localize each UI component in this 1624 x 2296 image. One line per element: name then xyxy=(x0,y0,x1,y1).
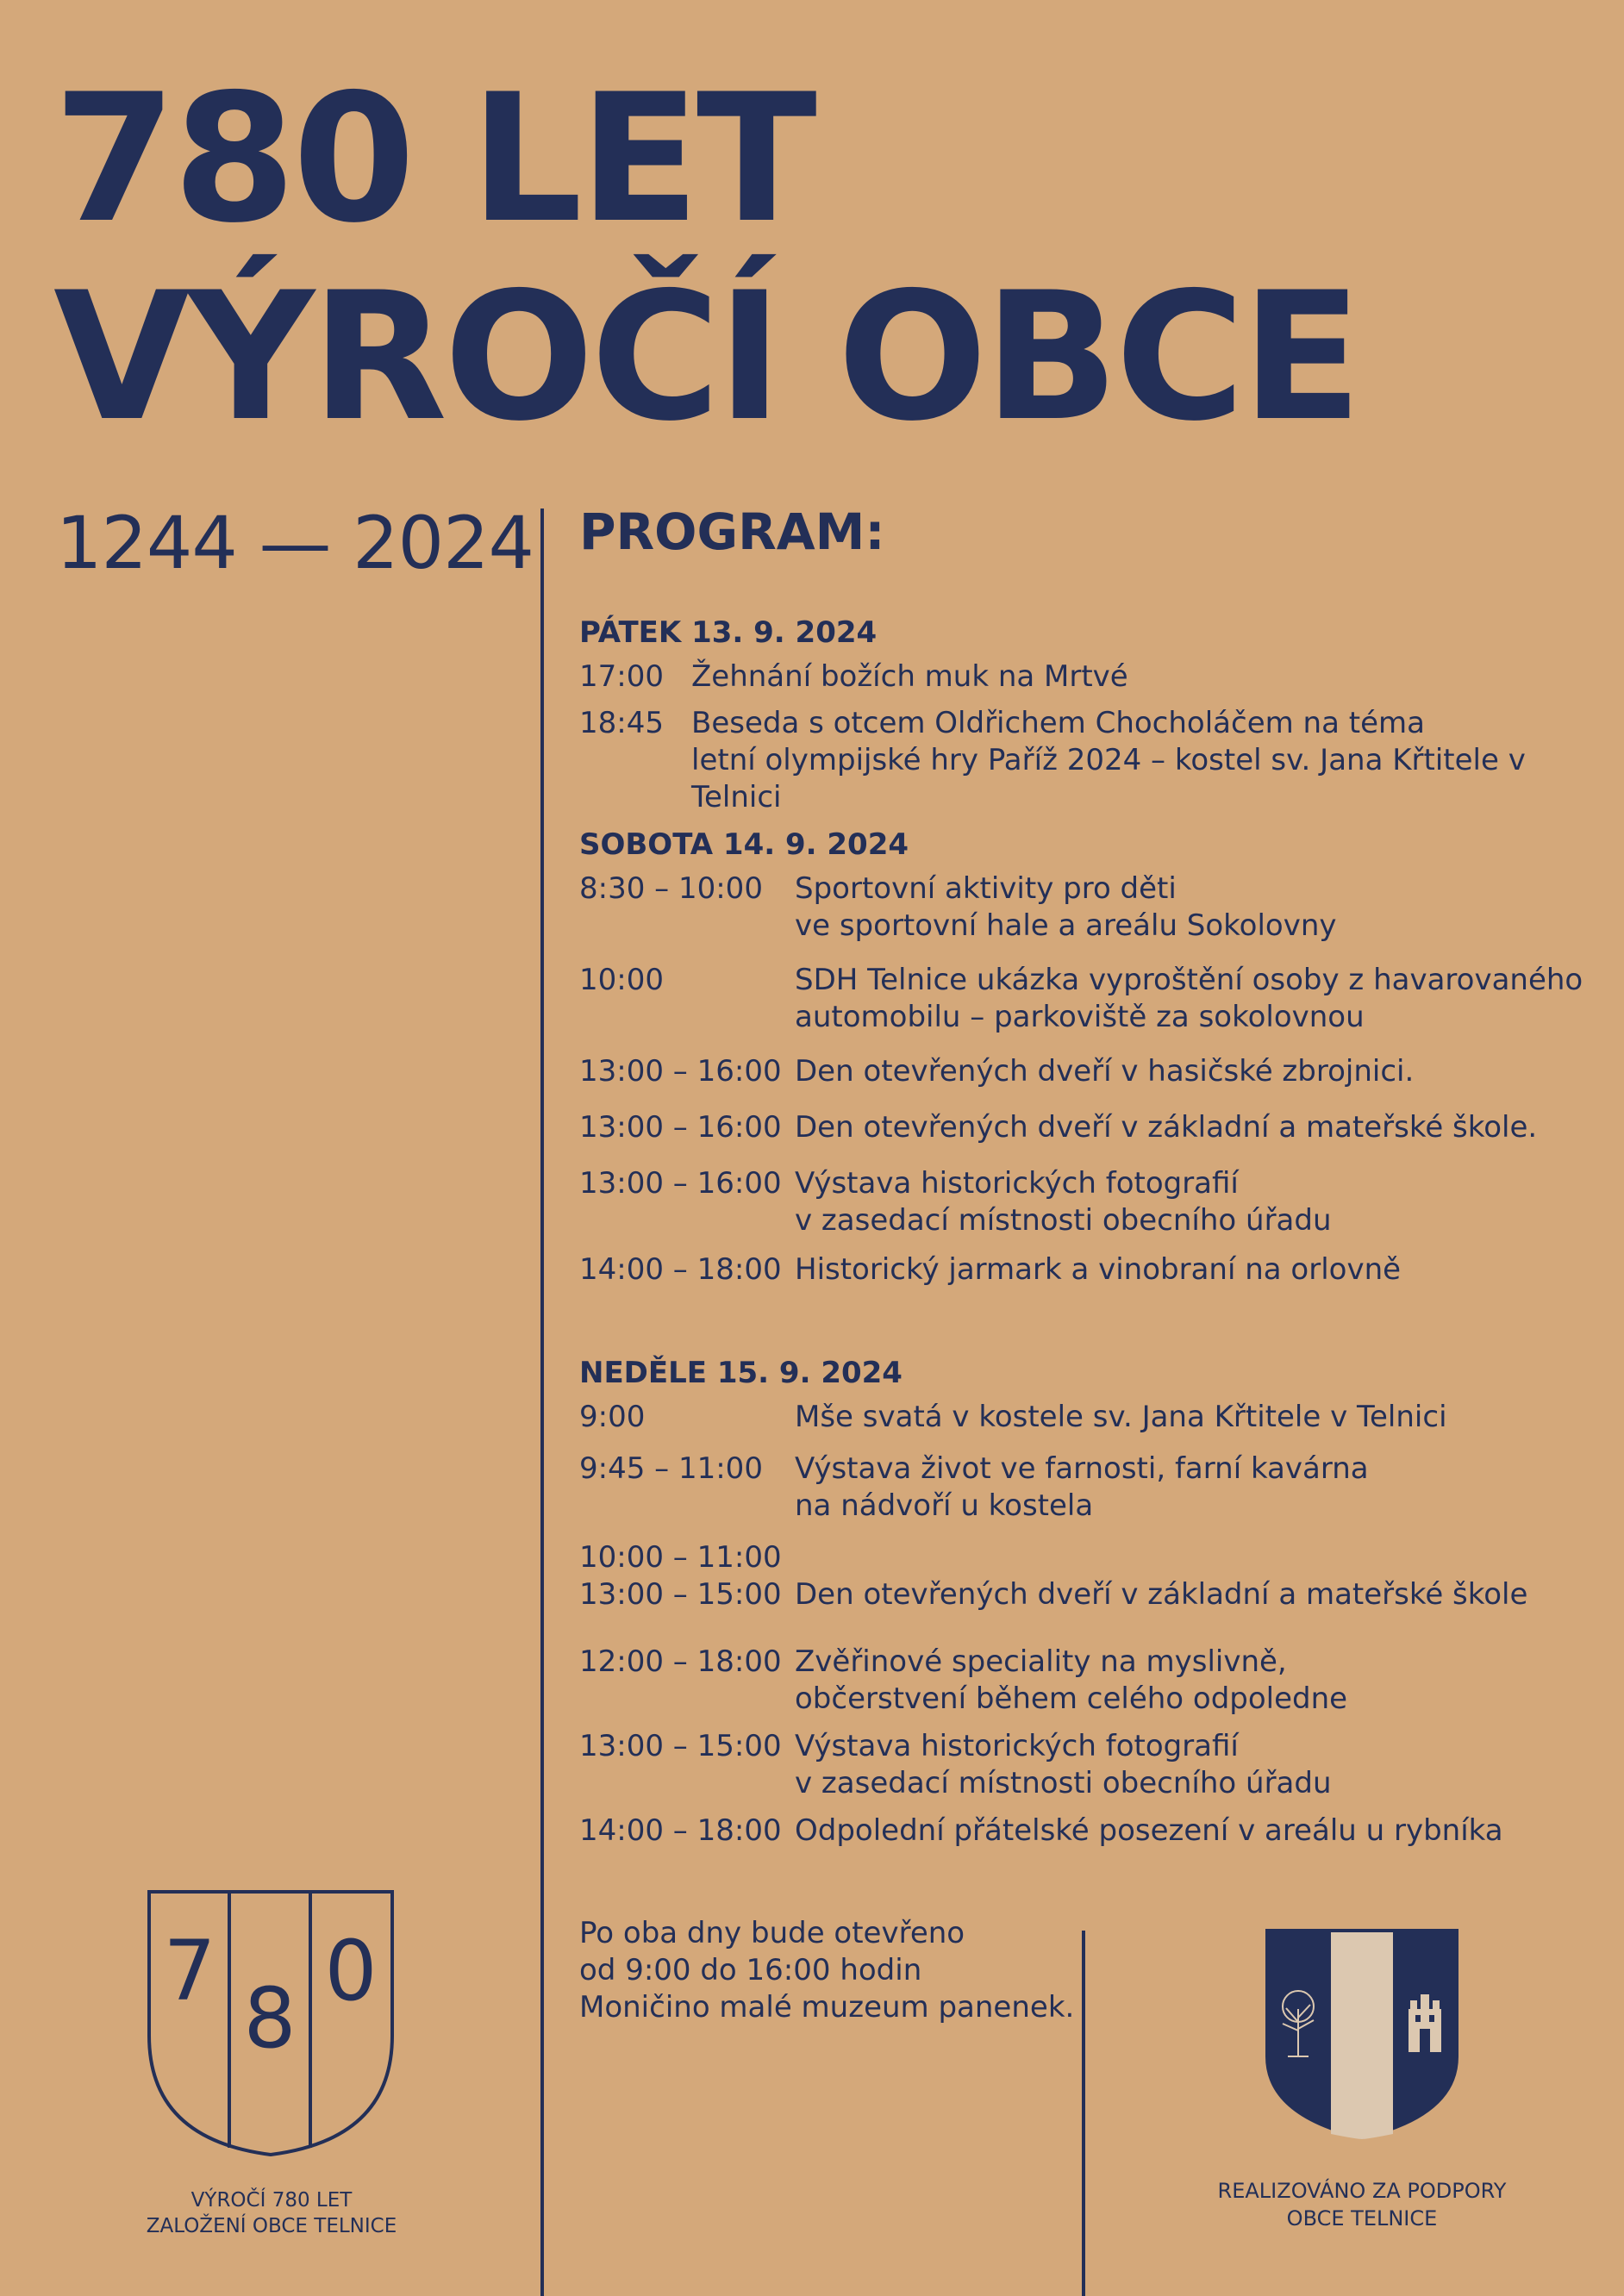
event-desc: Odpolední přátelské posezení v areálu u rybníka xyxy=(795,1813,1503,1848)
event-time: 13:00 – 16:00 xyxy=(579,1166,782,1201)
event-time: 17:00 xyxy=(579,659,664,694)
event-desc: Den otevřených dveří v hasičské zbrojnici. xyxy=(795,1054,1415,1089)
event-desc: Beseda s otcem Oldřichem Chocholáčem na téma letní olympijské hry Paříž 2024 – kostel sv. Jana Křtitele v Telnici xyxy=(691,706,1526,814)
event-desc: Výstava historických fotografií v zasedací místnosti obecního úřadu xyxy=(795,1729,1332,1800)
event-row xyxy=(579,1053,1614,1090)
event-row xyxy=(579,1812,1614,1850)
event-time: 13:00 – 15:00 xyxy=(579,1729,782,1763)
event-desc: Výstava život ve farnosti, farní kavárna na nádvoří u kostela xyxy=(795,1451,1369,1523)
event-time: 13:00 – 16:00 xyxy=(579,1110,782,1145)
coat-of-arms-caption: REALIZOVÁNO ZA PODPORY OBCE TELNICE xyxy=(1217,2179,1507,2230)
event-row xyxy=(579,1728,1614,1802)
page-title xyxy=(53,57,1359,460)
title-line-1: 780 LET xyxy=(53,57,814,262)
event-desc: Den otevřených dveří v základní a mateřské škole. xyxy=(795,1110,1538,1145)
event-time: 14:00 – 18:00 xyxy=(579,1813,782,1848)
event-desc: Sportovní aktivity pro děti ve sportovní hale a areálu Sokolovny xyxy=(795,871,1337,943)
day-title: PÁTEK 13. 9. 2024 xyxy=(579,615,878,650)
title-line-2: VÝROČÍ OBCE xyxy=(53,255,1359,460)
event-time: 14:00 – 18:00 xyxy=(579,1252,782,1287)
event-row xyxy=(579,1109,1614,1146)
event-row xyxy=(579,1251,1614,1288)
coat-of-arms-stripe xyxy=(1331,1932,1393,2139)
logo-digit-7: 7 xyxy=(163,1923,216,2019)
event-row xyxy=(579,1539,1614,1613)
event-time: 18:45 xyxy=(579,706,664,740)
event-row xyxy=(579,1165,1614,1239)
logo-digit-8: 8 xyxy=(243,1970,297,2067)
event-row xyxy=(579,962,1614,1036)
logo-caption: VÝROČÍ 780 LET ZALOŽENÍ OBCE TELNICE xyxy=(146,2189,397,2237)
event-time: 12:00 – 18:00 xyxy=(579,1644,782,1679)
event-desc: Mše svatá v kostele sv. Jana Křtitele v Telnici xyxy=(795,1400,1447,1434)
main-divider xyxy=(540,508,544,2296)
logo-digit-0: 0 xyxy=(324,1923,378,2019)
event-row xyxy=(579,1399,1614,1436)
day-sunday xyxy=(579,1354,1614,1859)
event-row xyxy=(579,1451,1614,1525)
day-saturday xyxy=(579,826,1614,1298)
event-row xyxy=(579,870,1614,945)
castle-tower-icon xyxy=(1409,1994,1441,2052)
anniversary-logo xyxy=(147,1889,397,2158)
day-title: SOBOTA 14. 9. 2024 xyxy=(579,827,909,862)
day-friday xyxy=(579,614,1614,826)
event-time: 10:00 – 11:00 13:00 – 15:00 xyxy=(579,1540,782,1612)
event-desc: Den otevřených dveří v základní a mateřské škole xyxy=(795,1577,1528,1612)
coat-of-arms xyxy=(1264,1927,1460,2141)
program-heading: PROGRAM: xyxy=(579,502,885,561)
event-time: 9:45 – 11:00 xyxy=(579,1451,763,1486)
event-row xyxy=(579,705,1614,816)
event-desc: Žehnání božích muk na Mrtvé xyxy=(691,659,1128,694)
day-title: NEDĚLE 15. 9. 2024 xyxy=(579,1356,903,1390)
event-time: 9:00 xyxy=(579,1400,646,1434)
event-desc: Zvěřinové speciality na myslivně, občerstvení během celého odpoledne xyxy=(795,1644,1348,1716)
event-row xyxy=(579,658,1614,696)
museum-note: Po oba dny bude otevřeno od 9:00 do 16:00 hodin Moničino malé muzeum panenek. xyxy=(579,1916,1075,2025)
event-desc: SDH Telnice ukázka vyproštění osoby z havarovaného automobilu – parkoviště za sokolovnou xyxy=(795,963,1583,1034)
event-row xyxy=(579,1644,1614,1718)
event-desc: Historický jarmark a vinobraní na orlovně xyxy=(795,1252,1402,1287)
event-time: 13:00 – 16:00 xyxy=(579,1054,782,1089)
event-desc: Výstava historických fotografií v zasedací místnosti obecního úřadu xyxy=(795,1166,1332,1238)
event-time: 8:30 – 10:00 xyxy=(579,871,763,906)
event-time: 10:00 xyxy=(579,963,664,997)
years-range: 1244 — 2024 xyxy=(56,501,534,585)
